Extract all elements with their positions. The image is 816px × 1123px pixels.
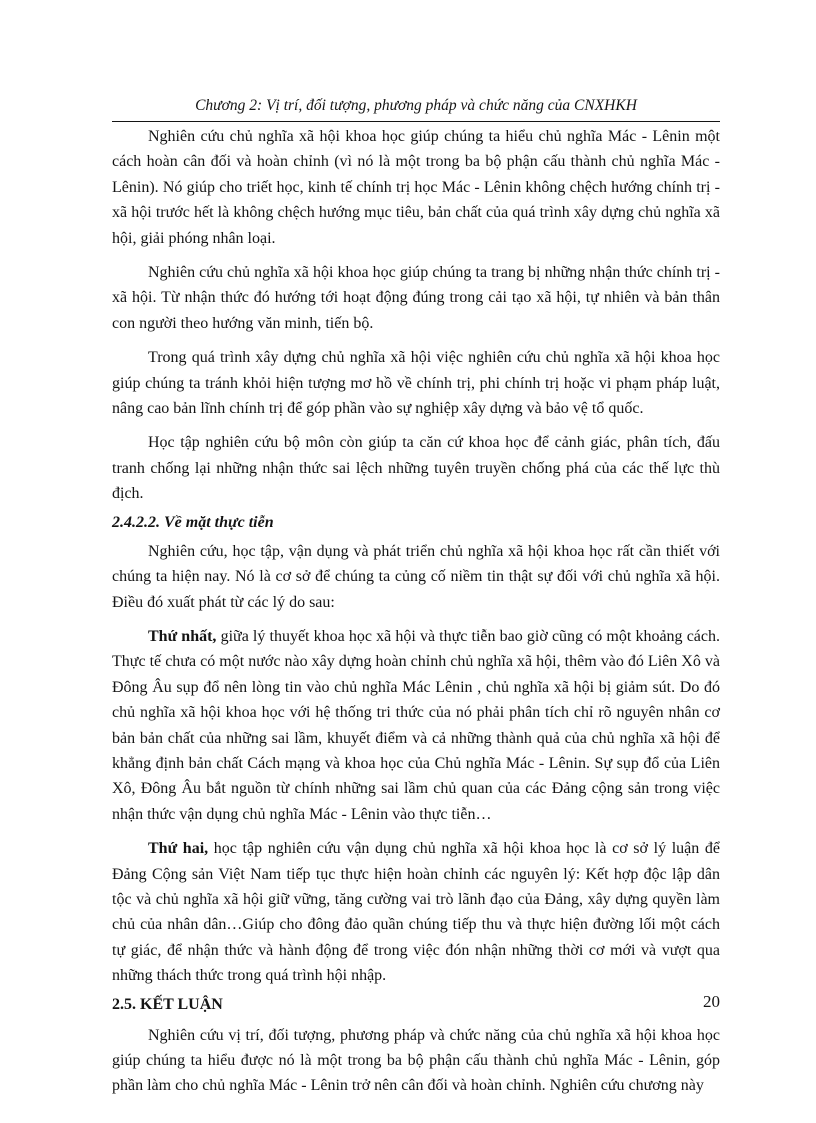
paragraph-theory-3: Trong quá trình xây dựng chủ nghĩa xã hội việc nghiên cứu chủ nghĩa xã hội khoa học giúp chúng ta tránh khỏi hiện tượng mơ hồ về chính trị, phi chính trị hoặc vi phạm pháp luật, nâng cao bản lĩnh chính trị để góp phần vào sự nghiệp xây dựng và bảo vệ tổ quốc. xyxy=(112,349,720,418)
page-content xyxy=(112,124,720,1108)
section-heading-practice: 2.4.2.2. Về mặt thực tiễn xyxy=(112,513,274,531)
page-number: 20 xyxy=(703,992,720,1011)
paragraph-practice-intro: Nghiên cứu, học tập, vận dụng và phát triển chủ nghĩa xã hội khoa học rất cần thiết với chúng ta hiện nay. Nó là cơ sở để chúng ta củng cố niềm tin thật sự đối với chủ nghĩa xã hội. Điều đó xuất phát từ các lý do sau: xyxy=(112,542,720,611)
paragraph-theory-1: Nghiên cứu chủ nghĩa xã hội khoa học giúp chúng ta hiểu chủ nghĩa Mác - Lênin một cách hoàn cân đối và hoàn chỉnh (vì nó là một trong ba bộ phận cấu thành chủ nghĩa Mác - Lênin). Nó giúp cho triết học, kinh tế chính trị học Mác - Lênin không chệch hướng chính trị - xã hội trước hết là không chệch hướng mục tiêu, bản chất của quá trình xây dựng chủ nghĩa xã hội, giải phóng nhân loại. xyxy=(112,128,720,247)
paragraph-first-reason xyxy=(112,624,720,827)
second-reason-text: học tập nghiên cứu vận dụng chủ nghĩa xã hội khoa học là cơ sở lý luận để Đảng Cộng sản Việt Nam tiếp tục thực hiện hoàn chỉnh các nguyên lý: Kết hợp độc lập dân tộc và chủ nghĩa xã hội giữ vững, tăng cường vai trò lãnh đạo của Đảng, xây dựng quyền làm chủ của nhân dân…Giúp cho đông đảo quần chúng tiếp thu và thực hiện đường lối một cách tự giác, để nhận thức và hành động để trong việc đón nhận những thời cơ mới và vượt qua những thách thức trong quá trình hội nhập. xyxy=(112,840,721,985)
paragraph-theory-2: Nghiên cứu chủ nghĩa xã hội khoa học giúp chúng ta trang bị những nhận thức chính trị - xã hội. Từ nhận thức đó hướng tới hoạt động đúng trong cải tạo xã hội, tự nhiên và bản thân con người theo hướng văn minh, tiến bộ. xyxy=(112,264,720,332)
first-reason-text: giữa lý thuyết khoa học xã hội và thực tiễn bao giờ cũng có một khoảng cách. Thực tế chưa có một nước nào xây dựng hoàn chỉnh chủ nghĩa xã hội, thêm vào đó Liên Xô và Đông Âu sụp đổ nên lòng tin vào chủ nghĩa Mác Lênin , chủ nghĩa xã hội bị giảm sút. Do đó chủ nghĩa xã hội khoa học với hệ thống tri thức của nó phải phân tích chỉ rõ nguyên nhân cơ bản bản chất của những sai lầm, khuyết điểm và cả những thành quả của chủ nghĩa xã hội để khẳng định bản chất Cách mạng và khoa học của Chủ nghĩa Mác - Lênin. Sự sụp đổ của Liên Xô, Đông Âu bắt nguồn từ chính những sai lầm chủ quan của các Đảng cộng sản trong việc nhận thức vận dụng chủ nghĩa Mác - Lênin vào thực tiễn… xyxy=(112,627,720,823)
paragraph-theory-4: Học tập nghiên cứu bộ môn còn giúp ta căn cứ khoa học để cảnh giác, phân tích, đấu tranh chống lại những nhận thức sai lệch những tuyên truyền chống phá của các thế lực thù địch. xyxy=(112,434,720,503)
second-reason-lead: Thứ hai, xyxy=(148,840,209,858)
paragraph-conclusion: Nghiên cứu vị trí, đối tượng, phương pháp và chức năng của chủ nghĩa xã hội khoa học giúp chúng ta hiểu được nó là một trong ba bộ phận cấu thành chủ nghĩa Mác - Lênin, góp phần làm cho chủ nghĩa Mác - Lênin trở nên cân đối và hoàn chỉnh. Nghiên cứu chương này xyxy=(112,1026,720,1095)
section-heading-conclusion: 2.5. KẾT LUẬN xyxy=(112,995,223,1013)
running-head: Chương 2: Vị trí, đối tượng, phương pháp và chức năng của CNXHKH xyxy=(195,97,637,114)
first-reason-lead: Thứ nhất, xyxy=(148,627,217,645)
header-rule xyxy=(112,121,720,122)
paragraph-second-reason xyxy=(112,836,720,988)
